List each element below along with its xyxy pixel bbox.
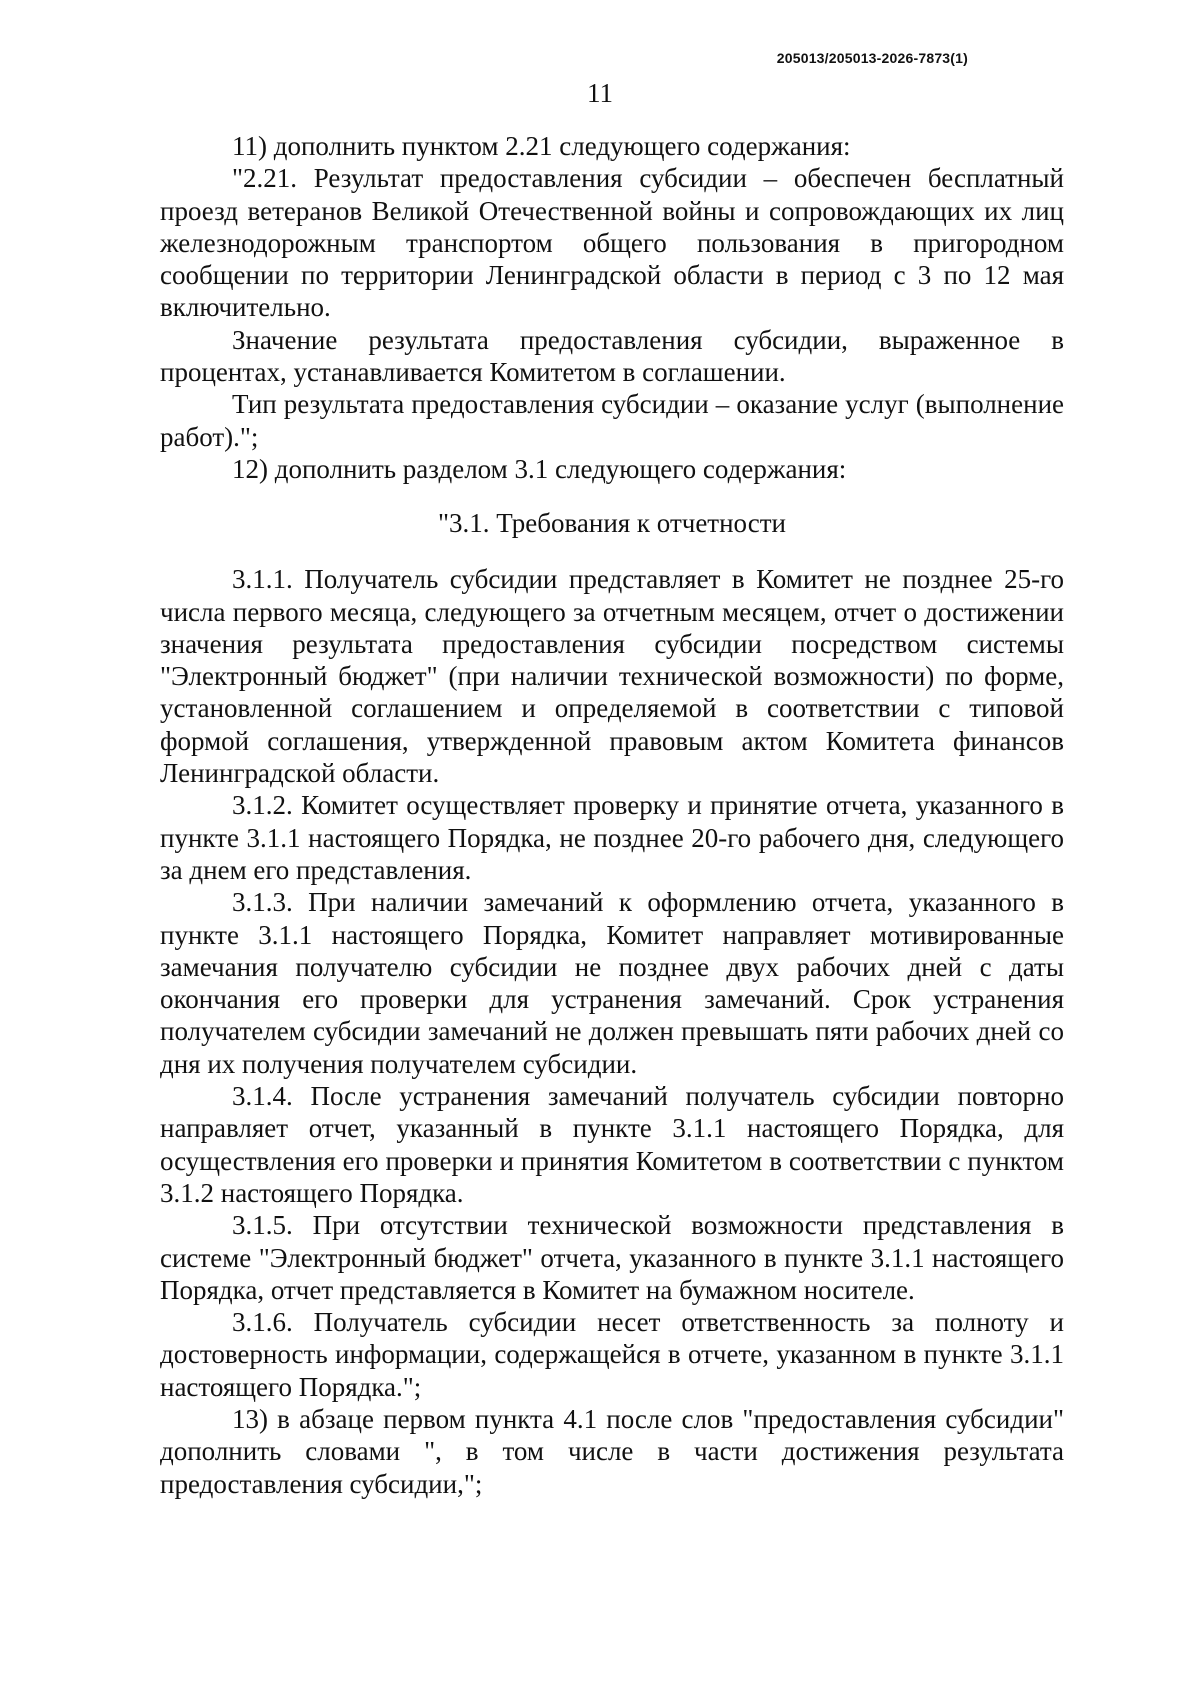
paragraph-item-12: 12) дополнить разделом 3.1 следующего содержания: <box>232 453 847 484</box>
paragraph-item-13: 13) в абзаце первом пункта 4.1 после слов "предоставления субсидии" дополнить словами ", в том числе в части достижения результата предоставления субсидии,"; <box>160 1403 1064 1499</box>
paragraph-result-value: Значение результата предоставления субсидии, выраженное в процентах, устанавливается Комитетом в соглашении. <box>160 324 1064 388</box>
document-registration-number: 205013/205013-2026-7873(1) <box>776 50 968 66</box>
document-body <box>160 130 1064 1500</box>
page-number: 11 <box>587 78 613 108</box>
paragraph-result-type: Тип результата предоставления субсидии – оказание услуг (выполнение работ)."; <box>160 389 1064 452</box>
paragraph-3-1-4: 3.1.4. После устранения замечаний получатель субсидии повторно направляет отчет, указанный в пункте 3.1.1 настоящего Порядка, для осуществления его проверки и принятия Комитетом в соответствии с пунктом 3.1.2 настоящего Порядка. <box>160 1081 1064 1208</box>
paragraph-3-1-3: 3.1.3. При наличии замечаний к оформлению отчета, указанного в пункте 3.1.1 настоящего Порядка, Комитет направляет мотивированные замечания получателю субсидии не позднее двух рабочих дней с даты окончания его проверки для устранения замечаний. Срок устранения получателем субсидии замечаний не должен превышать пяти рабочих дней со дня их получения получателем субсидии. <box>160 887 1064 1079</box>
paragraph-item-11: 11) дополнить пунктом 2.21 следующего содержания: <box>232 131 851 161</box>
paragraph-2-21-result: "2.21. Результат предоставления субсидии – обеспечен бесплатный проезд ветеранов Великой Отечественной войны и сопровождающих их лиц железнодорожным транспортом общего пользования в пригородном сообщении по территории Ленинградской области в период с 3 по 12 мая включительно. <box>160 163 1064 323</box>
paragraph-3-1-1: 3.1.1. Получатель субсидии представляет в Комитет не позднее 25-го числа первого месяца, следующего за отчетным месяцем, отчет о достижении значения результата предоставления субсидии посредством системы "Электронный бюджет" (при наличии технической возможности) по форме, установленной соглашением и определяемой в соответствии с типовой формой соглашения, утвержденной правовым актом Комитета финансов Ленинградской области. <box>160 564 1064 789</box>
section-title-3-1: "3.1. Требования к отчетности <box>438 508 786 539</box>
paragraph-3-1-5: 3.1.5. При отсутствии технической возможности представления в системе "Электронный бюджет" отчета, указанного в пункте 3.1.1 настоящего Порядка, отчет представляется в Комитет на бумажном носителе. <box>160 1210 1064 1305</box>
paragraph-3-1-6: 3.1.6. Получатель субсидии несет ответственность за полноту и достоверность информации, содержащейся в отчете, указанном в пункте 3.1.1 настоящего Порядка."; <box>160 1307 1064 1402</box>
paragraph-3-1-2: 3.1.2. Комитет осуществляет проверку и принятие отчета, указанного в пункте 3.1.1 настоящего Порядка, не позднее 20-го рабочего дня, следующего за днем его представления. <box>160 790 1064 885</box>
